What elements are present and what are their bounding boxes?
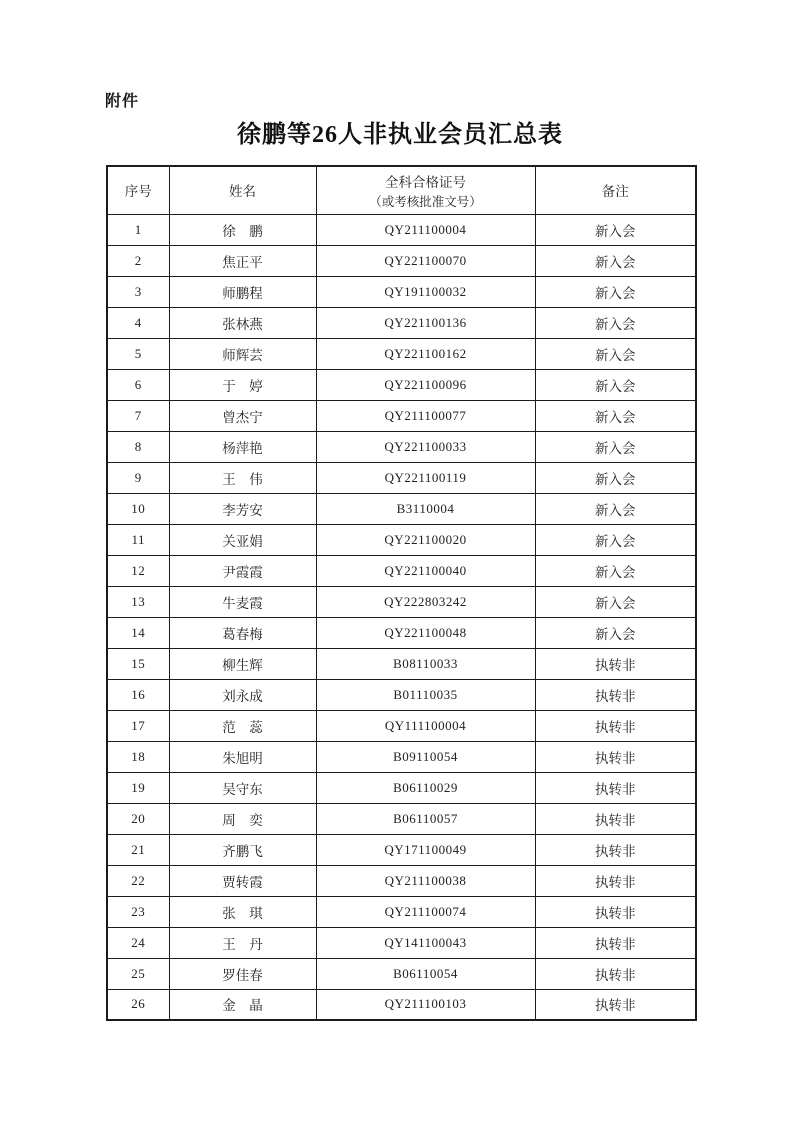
cell-seq: 9 xyxy=(107,462,169,493)
cell-cert: QY221100070 xyxy=(316,245,535,276)
cell-name: 柳生辉 xyxy=(169,648,316,679)
table-row xyxy=(107,834,696,865)
cell-cert: QY211100074 xyxy=(316,896,535,927)
cell-seq: 15 xyxy=(107,648,169,679)
cell-seq: 14 xyxy=(107,617,169,648)
table-row xyxy=(107,989,696,1020)
cell-seq: 2 xyxy=(107,245,169,276)
cell-remark: 新入会 xyxy=(535,245,696,276)
table-row xyxy=(107,741,696,772)
table-row xyxy=(107,524,696,555)
cell-remark: 新入会 xyxy=(535,214,696,245)
cell-remark: 执转非 xyxy=(535,772,696,803)
cell-name: 贾转霞 xyxy=(169,865,316,896)
table-row xyxy=(107,400,696,431)
header-seq: 序号 xyxy=(107,166,169,214)
cell-remark: 新入会 xyxy=(535,307,696,338)
cell-name: 吴守东 xyxy=(169,772,316,803)
table-row xyxy=(107,772,696,803)
cell-seq: 16 xyxy=(107,679,169,710)
cell-name: 葛春梅 xyxy=(169,617,316,648)
cell-name: 关亚娟 xyxy=(169,524,316,555)
table-row xyxy=(107,586,696,617)
cell-name: 师鹏程 xyxy=(169,276,316,307)
cell-seq: 24 xyxy=(107,927,169,958)
cell-cert: QY222803242 xyxy=(316,586,535,617)
cell-name: 焦正平 xyxy=(169,245,316,276)
cell-cert: B09110054 xyxy=(316,741,535,772)
cell-cert: QY221100119 xyxy=(316,462,535,493)
cell-remark: 新入会 xyxy=(535,369,696,400)
cell-name: 刘永成 xyxy=(169,679,316,710)
cell-remark: 执转非 xyxy=(535,958,696,989)
cell-cert: QY171100049 xyxy=(316,834,535,865)
cell-seq: 20 xyxy=(107,803,169,834)
table-row xyxy=(107,276,696,307)
cell-seq: 8 xyxy=(107,431,169,462)
cell-cert: B06110054 xyxy=(316,958,535,989)
header-row xyxy=(107,166,696,214)
cell-seq: 23 xyxy=(107,896,169,927)
cell-seq: 25 xyxy=(107,958,169,989)
cell-seq: 26 xyxy=(107,989,169,1020)
header-cert-line1: 全科合格证号 xyxy=(385,174,466,190)
cell-remark: 执转非 xyxy=(535,896,696,927)
table-row xyxy=(107,679,696,710)
cell-seq: 6 xyxy=(107,369,169,400)
cell-name: 尹霞霞 xyxy=(169,555,316,586)
cell-name: 罗佳春 xyxy=(169,958,316,989)
cell-seq: 18 xyxy=(107,741,169,772)
cell-name: 徐 鹏 xyxy=(169,214,316,245)
cell-name: 李芳安 xyxy=(169,493,316,524)
cell-seq: 12 xyxy=(107,555,169,586)
cell-cert: B06110029 xyxy=(316,772,535,803)
cell-remark: 新入会 xyxy=(535,276,696,307)
table-row xyxy=(107,338,696,369)
header-remark: 备注 xyxy=(535,166,696,214)
cell-cert: B3110004 xyxy=(316,493,535,524)
cell-seq: 21 xyxy=(107,834,169,865)
cell-cert: QY211100077 xyxy=(316,400,535,431)
cell-seq: 10 xyxy=(107,493,169,524)
cell-remark: 执转非 xyxy=(535,989,696,1020)
page-title: 徐鹏等26人非执业会员汇总表 xyxy=(237,122,563,148)
cell-remark: 执转非 xyxy=(535,710,696,741)
cell-remark: 新入会 xyxy=(535,338,696,369)
cell-name: 张 琪 xyxy=(169,896,316,927)
table-row xyxy=(107,431,696,462)
cell-name: 师辉芸 xyxy=(169,338,316,369)
cell-name: 张林燕 xyxy=(169,307,316,338)
cell-remark: 执转非 xyxy=(535,741,696,772)
cell-seq: 17 xyxy=(107,710,169,741)
table-row xyxy=(107,927,696,958)
cell-name: 齐鹏飞 xyxy=(169,834,316,865)
attachment-label: 附件 xyxy=(105,93,140,110)
cell-cert: QY221100033 xyxy=(316,431,535,462)
table-row xyxy=(107,617,696,648)
cell-name: 王 丹 xyxy=(169,927,316,958)
cell-cert: QY221100136 xyxy=(316,307,535,338)
header-cert-line2: （或考核批准文号） xyxy=(369,194,482,209)
cell-seq: 22 xyxy=(107,865,169,896)
cell-seq: 7 xyxy=(107,400,169,431)
cell-cert: QY111100004 xyxy=(316,710,535,741)
cell-remark: 新入会 xyxy=(535,431,696,462)
cell-remark: 新入会 xyxy=(535,617,696,648)
cell-name: 周 奕 xyxy=(169,803,316,834)
cell-name: 于 婷 xyxy=(169,369,316,400)
cell-cert: B06110057 xyxy=(316,803,535,834)
cell-seq: 19 xyxy=(107,772,169,803)
table-row xyxy=(107,462,696,493)
cell-cert: QY211100103 xyxy=(316,989,535,1020)
cell-remark: 新入会 xyxy=(535,586,696,617)
cell-remark: 执转非 xyxy=(535,927,696,958)
cell-remark: 执转非 xyxy=(535,834,696,865)
cell-remark: 执转非 xyxy=(535,803,696,834)
cell-remark: 新入会 xyxy=(535,524,696,555)
cell-remark: 新入会 xyxy=(535,462,696,493)
table-body xyxy=(107,214,696,1020)
table-header xyxy=(107,166,696,214)
cell-name: 范 蕊 xyxy=(169,710,316,741)
cell-name: 王 伟 xyxy=(169,462,316,493)
cell-cert: B08110033 xyxy=(316,648,535,679)
cell-remark: 执转非 xyxy=(535,679,696,710)
cell-cert: QY191100032 xyxy=(316,276,535,307)
table-row xyxy=(107,555,696,586)
cell-cert: QY211100004 xyxy=(316,214,535,245)
cell-remark: 新入会 xyxy=(535,400,696,431)
cell-cert: QY221100020 xyxy=(316,524,535,555)
member-summary-table xyxy=(106,165,697,1021)
cell-remark: 执转非 xyxy=(535,648,696,679)
cell-remark: 执转非 xyxy=(535,865,696,896)
cell-name: 杨萍艳 xyxy=(169,431,316,462)
cell-cert: QY221100040 xyxy=(316,555,535,586)
header-cert xyxy=(316,166,535,214)
cell-remark: 新入会 xyxy=(535,555,696,586)
cell-seq: 13 xyxy=(107,586,169,617)
table-row xyxy=(107,493,696,524)
table-row xyxy=(107,245,696,276)
table-row xyxy=(107,896,696,927)
cell-seq: 3 xyxy=(107,276,169,307)
table-row xyxy=(107,648,696,679)
table-row xyxy=(107,710,696,741)
table-row xyxy=(107,369,696,400)
table-row xyxy=(107,307,696,338)
cell-remark: 新入会 xyxy=(535,493,696,524)
cell-cert: QY211100038 xyxy=(316,865,535,896)
table-row xyxy=(107,214,696,245)
cell-cert: QY221100096 xyxy=(316,369,535,400)
table-row xyxy=(107,865,696,896)
cell-cert: QY221100162 xyxy=(316,338,535,369)
cell-cert: B01110035 xyxy=(316,679,535,710)
cell-seq: 5 xyxy=(107,338,169,369)
cell-name: 牛麦霞 xyxy=(169,586,316,617)
cell-cert: QY221100048 xyxy=(316,617,535,648)
cell-seq: 1 xyxy=(107,214,169,245)
cell-seq: 4 xyxy=(107,307,169,338)
header-name: 姓名 xyxy=(169,166,316,214)
cell-name: 金 晶 xyxy=(169,989,316,1020)
table-row xyxy=(107,958,696,989)
cell-cert: QY141100043 xyxy=(316,927,535,958)
cell-name: 曾杰宁 xyxy=(169,400,316,431)
table-row xyxy=(107,803,696,834)
cell-seq: 11 xyxy=(107,524,169,555)
cell-name: 朱旭明 xyxy=(169,741,316,772)
